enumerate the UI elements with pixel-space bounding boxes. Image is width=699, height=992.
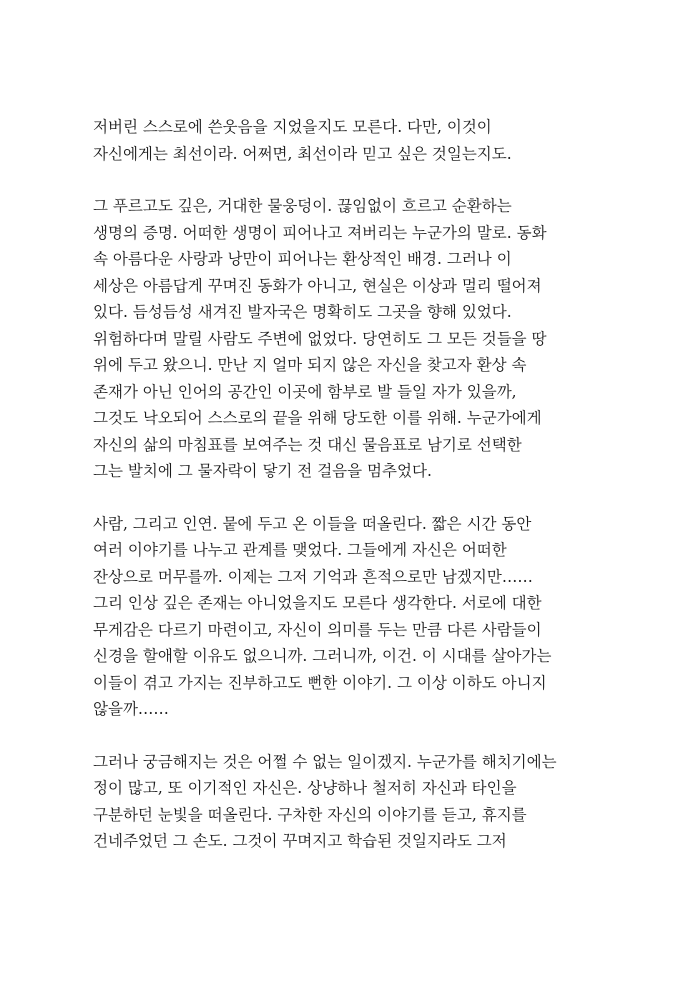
text-line: 정이 많고, 또 이기적인 자신은. 상냥하나 철저히 자신과 타인을 [93, 779, 517, 797]
text-line: 그리 인상 깊은 존재는 아니었을지도 모른다 생각한다. 서로에 대한 [93, 594, 542, 612]
text-line: 무게감은 다르기 마련이고, 자신이 의미를 두는 만큼 다른 사람들이 [93, 620, 542, 639]
text-line: 저버린 스스로에 쓴웃음을 지었을지도 모른다. 다만, 이것이 [93, 118, 492, 136]
paragraph-4 [93, 749, 618, 855]
paragraph-2 [93, 193, 618, 485]
text-line: 세상은 아름답게 꾸며진 동화가 아니고, 현실은 이상과 멀리 떨어져 [93, 276, 542, 295]
text-line: 신경을 할애할 이유도 없으니까. 그러니까, 이건. 이 시대를 살아가는 [93, 647, 552, 665]
text-line: 잔상으로 머무를까. 이제는 그저 기억과 흔적으로만 남겠지만…… [93, 567, 533, 586]
text-line: 위에 두고 왔으니. 만난 지 얼마 되지 않은 자신을 찾고자 환상 속 [93, 356, 527, 374]
text-line: 있다. 듬성듬성 새겨진 발자국은 명확히도 그곳을 향해 있었다. [93, 303, 512, 321]
text-line: 존재가 아닌 인어의 공간인 이곳에 함부로 발 들일 자가 있을까, [93, 382, 517, 401]
text-line: 이들이 겪고 가지는 진부하고도 뻔한 이야기. 그 이상 이하도 아니지 [93, 673, 547, 692]
text-line: 구분하던 눈빛을 떠올린다. 구차한 자신의 이야기를 듣고, 휴지를 [93, 805, 527, 824]
document-page [93, 114, 618, 881]
text-line: 그것도 낙오되어 스스로의 끝을 위해 당도한 이를 위해. 누군가에게 [93, 409, 542, 427]
text-line: 건네주었던 그 손도. 그것이 꾸며지고 학습된 것일지라도 그저 [93, 832, 507, 850]
text-line: 생명의 증명. 어떠한 생명이 피어나고 져버리는 누군가의 말로. 동화 [93, 223, 547, 242]
paragraph-1 [93, 114, 618, 167]
text-line: 자신의 삶의 마침표를 보여주는 것 대신 물음표로 남기로 선택한 [93, 435, 522, 454]
text-line: 사람, 그리고 인연. 뭍에 두고 온 이들을 떠올린다. 짧은 시간 동안 [93, 514, 532, 533]
text-line: 그러나 궁금해지는 것은 어쩔 수 없는 일이겠지. 누군가를 해치기에는 [93, 752, 557, 771]
text-line: 그는 발치에 그 물자락이 닿기 전 걸음을 멈추었다. [93, 462, 432, 480]
text-line: 위험하다며 말릴 사람도 주변에 없었다. 당연히도 그 모든 것들을 땅 [93, 329, 547, 348]
text-line: 여러 이야기를 나누고 관계를 맺었다. 그들에게 자신은 어떠한 [93, 541, 507, 559]
text-line: 자신에게는 최선이라. 어쩌면, 최선이라 믿고 싶은 것일는지도. [93, 144, 512, 163]
paragraph-3 [93, 511, 618, 723]
text-line: 않을까…… [93, 700, 169, 718]
text-line: 그 푸르고도 깊은, 거대한 물웅덩이. 끊임없이 흐르고 순환하는 [93, 197, 512, 215]
text-line: 속 아름다운 사랑과 낭만이 피어나는 환상적인 배경. 그러나 이 [93, 250, 512, 268]
